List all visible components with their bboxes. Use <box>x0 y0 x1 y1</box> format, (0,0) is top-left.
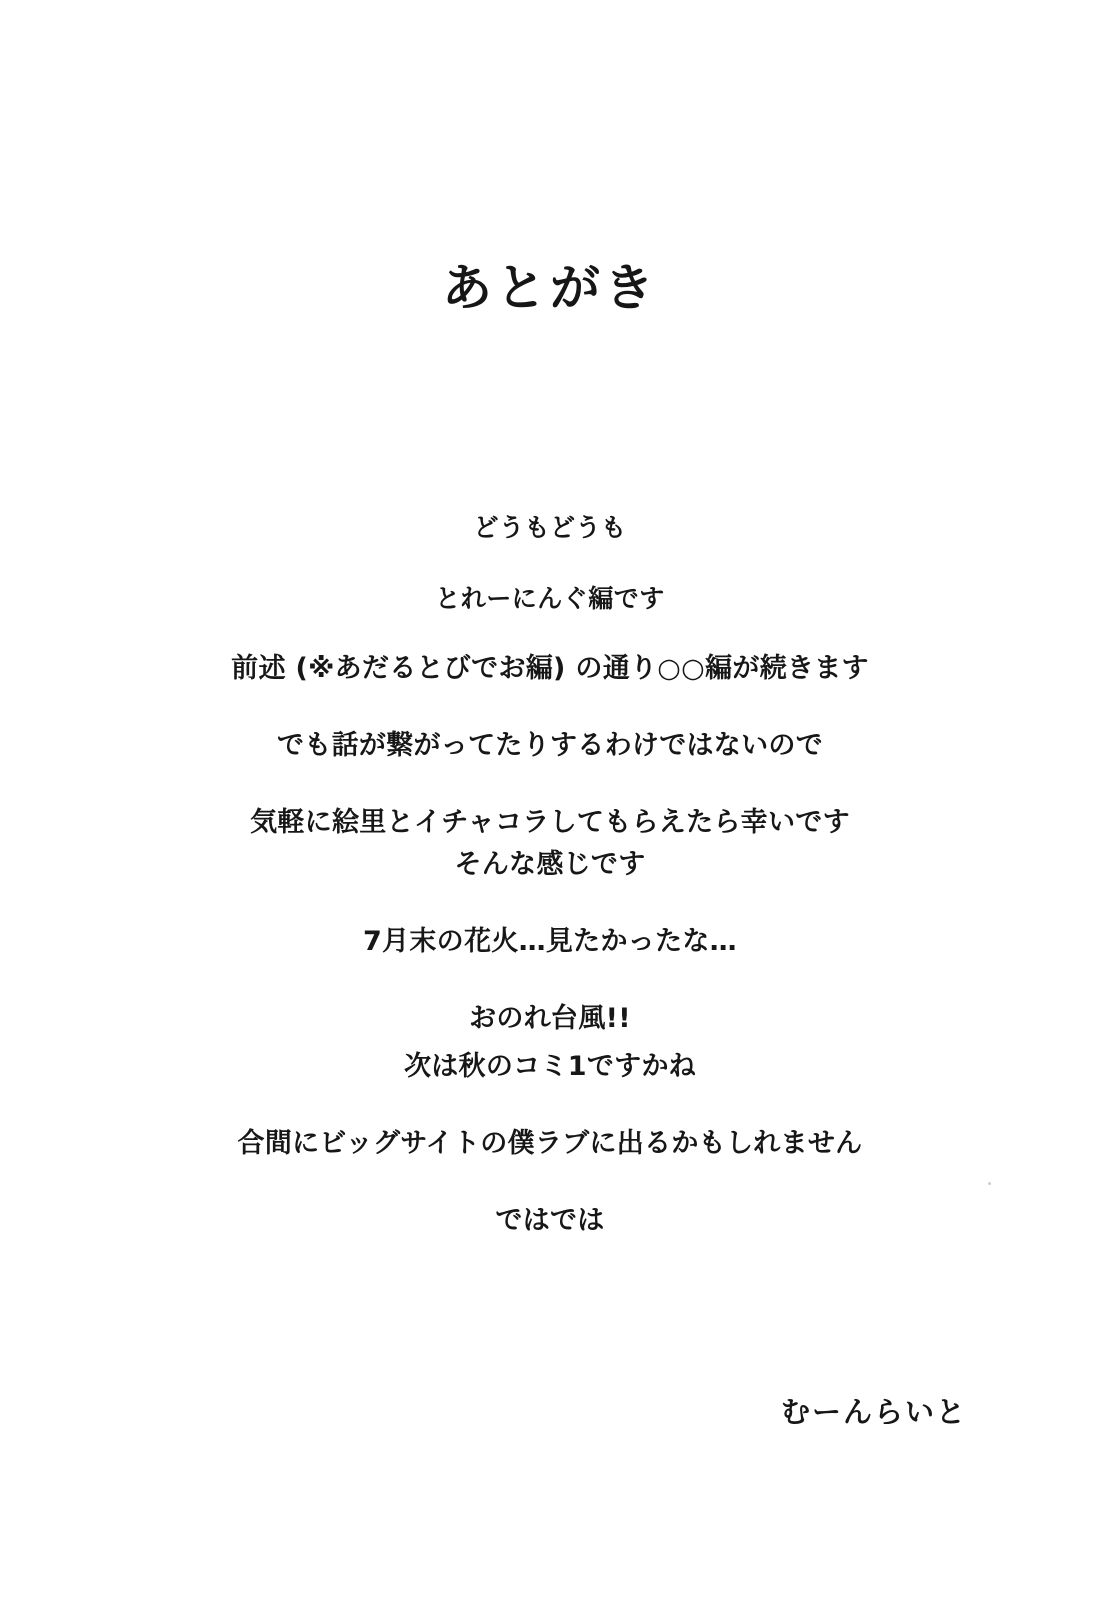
text-line: 合間にビッグサイトの僕ラブに出るかもしれません <box>237 1127 863 1159</box>
text-line: そんな感じです <box>454 849 646 881</box>
text-line: 7月末の花火…見たかったな… <box>363 925 737 957</box>
text-line: ではでは <box>495 1204 605 1236</box>
text-line: 気軽に絵里とイチャコラしてもらえたら幸いです <box>250 806 850 838</box>
text-line: とれーにんぐ編です <box>435 583 665 613</box>
print-speck <box>988 1182 991 1185</box>
text-line: おのれ台風!! <box>469 1002 631 1034</box>
text-line: 次は秋のコミ1ですかね <box>403 1051 697 1083</box>
text-line: 前述 (※あだるとびでお編) の通り○○編が続きます <box>231 653 869 685</box>
text-block-next-event-note <box>0 1010 1100 1278</box>
author-signature: むーんらいと <box>780 1395 967 1429</box>
text-line: どうもどうも <box>473 512 627 542</box>
page-title: あとがき <box>442 259 658 317</box>
text-line: でも話が繋がってたりするわけではないので <box>277 729 823 761</box>
